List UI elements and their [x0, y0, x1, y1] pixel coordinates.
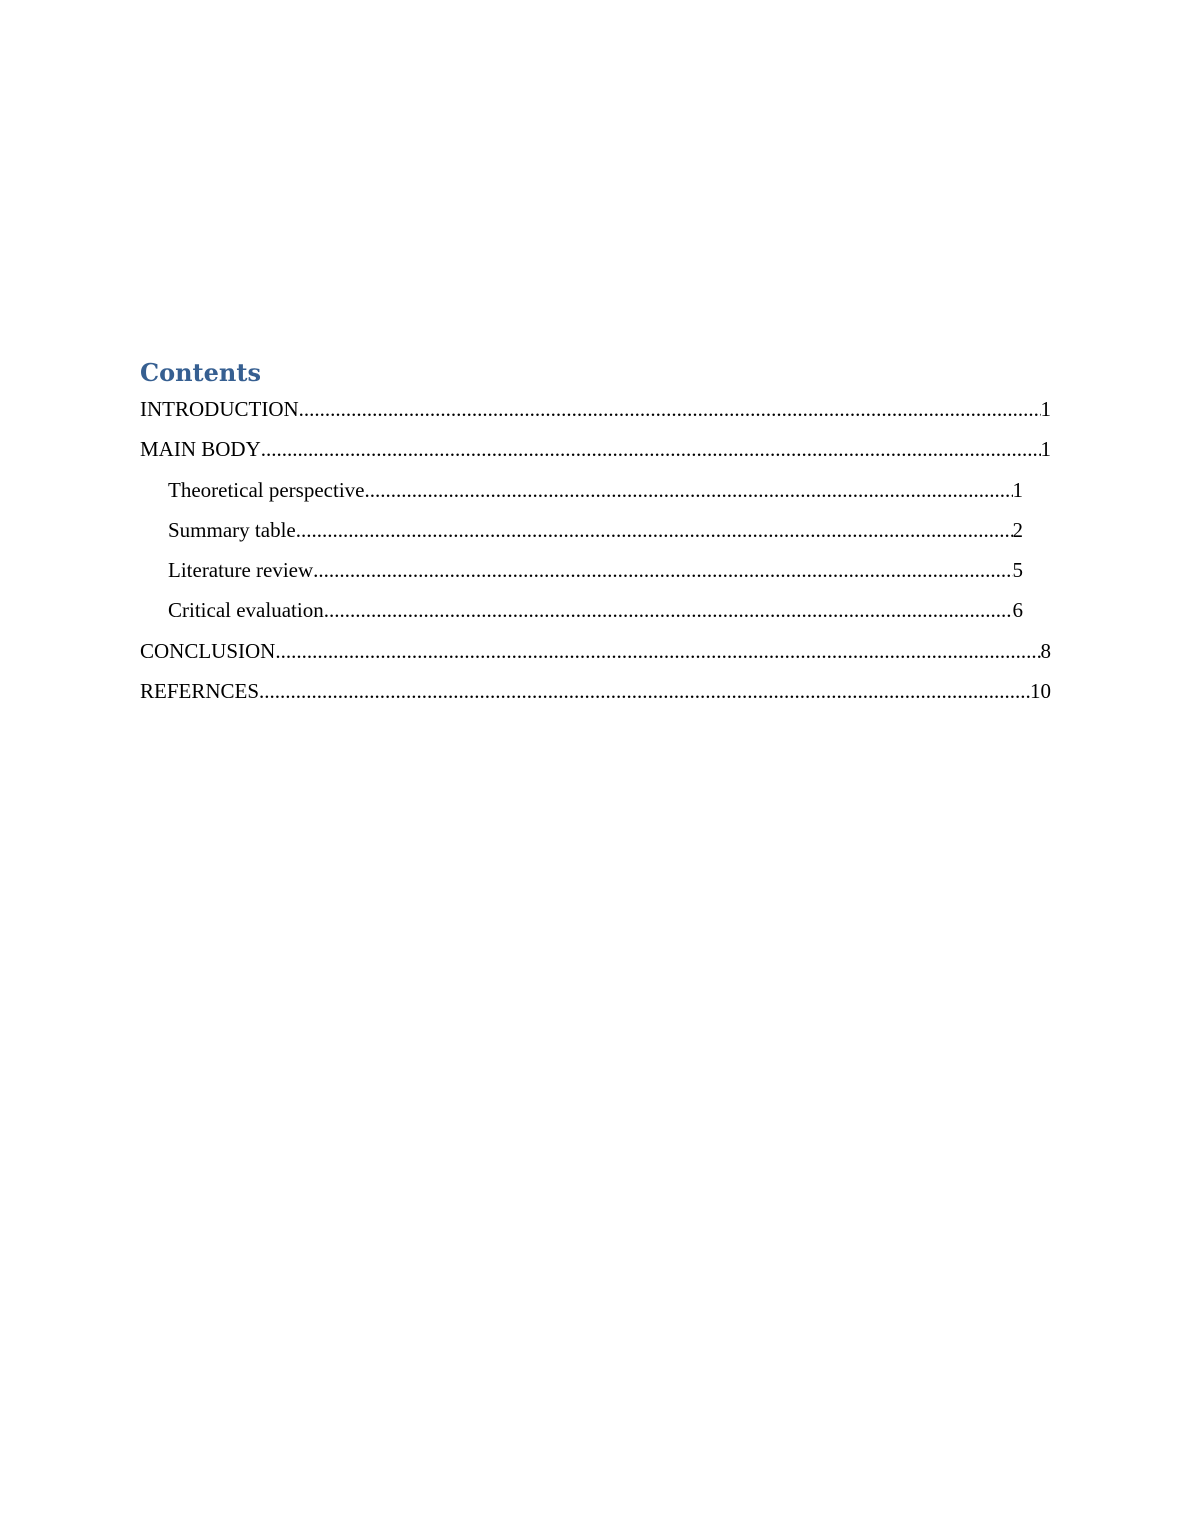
- toc-entry-label: Summary table: [168, 517, 296, 542]
- toc-entry-page-number: 1: [1012, 477, 1023, 502]
- toc-entry-critical-evaluation[interactable]: [168, 593, 1023, 633]
- toc-entry-summary-table[interactable]: [168, 513, 1023, 553]
- toc-dot-leader: [313, 553, 1012, 587]
- toc-dot-leader: [261, 432, 1041, 466]
- toc-entry-theoretical-perspective[interactable]: [168, 473, 1023, 513]
- toc-entry-page-number: 1: [1040, 397, 1051, 421]
- table-of-contents: [140, 392, 1051, 714]
- toc-entry-page-number: 1: [1040, 437, 1051, 462]
- toc-dot-leader: [324, 593, 1013, 627]
- toc-dot-leader: [275, 634, 1040, 668]
- toc-entry-label: Literature review: [168, 558, 314, 583]
- toc-entry-page-number: 8: [1040, 638, 1051, 663]
- toc-entry-label: INTRODUCTION: [140, 397, 299, 421]
- toc-entry-page-number: 5: [1012, 558, 1023, 583]
- toc-dot-leader: [299, 392, 1041, 426]
- toc-entry-label: MAIN BODY: [140, 437, 261, 462]
- toc-entry-page-number: 10: [1030, 679, 1051, 704]
- toc-entry-conclusion[interactable]: [140, 634, 1051, 674]
- toc-entry-introduction[interactable]: [140, 392, 1051, 432]
- toc-entry-page-number: 2: [1012, 517, 1023, 542]
- toc-dot-leader: [259, 674, 1030, 708]
- toc-entry-literature-review[interactable]: [168, 553, 1023, 593]
- toc-dot-leader: [364, 473, 1012, 507]
- toc-entry-references[interactable]: [140, 674, 1051, 714]
- toc-title: Contents: [140, 358, 261, 387]
- toc-entry-label: Theoretical perspective: [168, 477, 365, 502]
- toc-entry-label: REFERNCES: [140, 679, 260, 704]
- toc-dot-leader: [296, 513, 1013, 547]
- toc-entry-page-number: 6: [1012, 598, 1023, 623]
- toc-entry-label: CONCLUSION: [140, 638, 276, 663]
- toc-entry-main-body[interactable]: [140, 432, 1051, 472]
- toc-entry-label: Critical evaluation: [168, 598, 324, 623]
